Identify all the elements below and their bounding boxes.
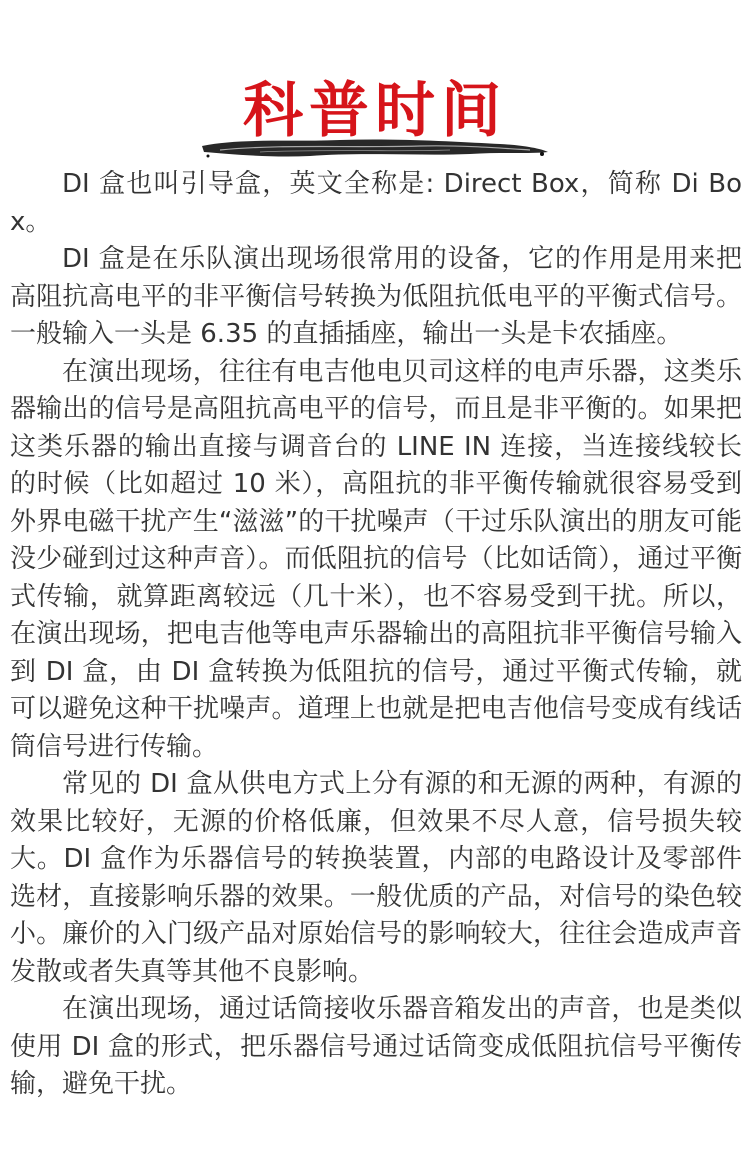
paragraph-function: DI 盒是在乐队演出现场很常用的设备，它的作用是用来把高阻抗高电平的非平衡信号转换为低阻抗低电平的平衡式信号。一般输入一头是 6.35 的直插插座，输出一头是卡农插座。 <box>10 244 742 349</box>
page-title: 科普时间 <box>243 76 507 146</box>
paragraph-types: 常见的 DI 盒从供电方式上分有源的和无源的两种，有源的效果比较好，无源的价格低廉，但效果不尽人意，信号损失较大。DI 盒作为乐器信号的转换装置，内部的电路设计及零部件选材，直接影响乐器的效果。一般优质的产品，对信号的染色较小。廉价的入门级产品对原始信号的影响较大，往往会造成声音发散或者失真等其他不良影响。 <box>10 769 742 987</box>
paragraph-live-usage: 在演出现场，往往有电吉他电贝司这样的电声乐器，这类乐器输出的信号是高阻抗高电平的信号，而且是非平衡的。如果把这类乐器的输出直接与调音台的 LINE IN 连接，当连接线较长的时候（比如超过 10 米），高阻抗的非平衡传输就很容易受到外界电磁干扰产生“滋滋”的干扰噪声（干过乐队演出的朋友可能没少碰到过这种声音）。而低阻抗的信号（比如话筒），通过平衡式传输，就算距离较远（几十米），也不容易受到干扰。所以，在演出现场，把电吉他等电声乐器输出的高阻抗非平衡信号输入到 DI 盒，由 DI 盒转换为低阻抗的信号，通过平衡式传输，就可以避免这种干扰噪声。道理上也就是把电吉他信号变成有线话筒信号进行传输。 <box>10 356 742 762</box>
paragraph-intro: DI 盒也叫引导盒，英文全称是: Direct Box，简称 Di Box。 <box>10 169 742 237</box>
paragraph-microphone: 在演出现场，通过话筒接收乐器音箱发出的声音，也是类似使用 DI 盒的形式，把乐器信号通过话筒变成低阻抗信号平衡传输，避免干扰。 <box>10 994 742 1099</box>
article-body <box>10 166 742 1104</box>
title-banner <box>0 70 750 170</box>
